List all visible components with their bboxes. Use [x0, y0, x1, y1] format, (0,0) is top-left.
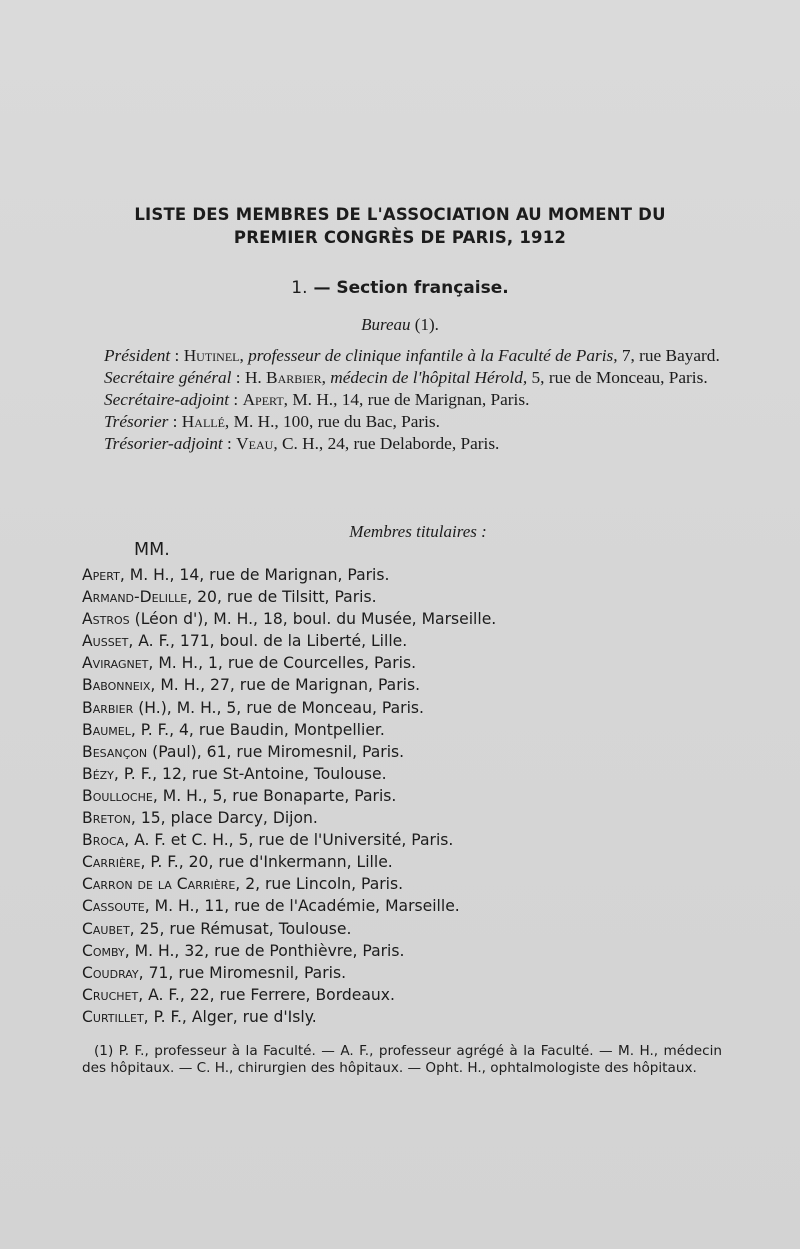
member-name: Baumel,: [82, 720, 136, 739]
member-name: Besançon: [82, 742, 148, 761]
member-entry: [82, 851, 742, 873]
member-details: P. F., 12, rue St-Antoine, Toulouse.: [118, 764, 387, 783]
footnote-text: (1) P. F., professeur à la Faculté. — A. F., professeur agrégé à la Faculté. — M. H., médecin des hôpitaux. — C. H., chirurgien des hôpitaux. — Opht. H., ophtalmologiste des hôpitaux.: [82, 1043, 722, 1076]
member-name: Carrière,: [82, 853, 146, 872]
officer-desc: professeur de clinique infantile à la Faculté de Paris,: [248, 346, 618, 365]
officers-list: [82, 345, 727, 455]
bureau-heading: [0, 315, 800, 335]
member-name: Caubet,: [82, 919, 135, 938]
title-line-1: LISTE DES MEMBRES DE L'ASSOCIATION AU MOMENT DU: [134, 205, 666, 224]
officer-role: Président: [104, 346, 171, 365]
member-name: Breton,: [82, 809, 136, 828]
member-name: Cassoute,: [82, 897, 150, 916]
member-details: M. H., 5, rue Bonaparte, Paris.: [157, 786, 397, 805]
member-details: P. F., Alger, rue d'Isly.: [148, 1007, 317, 1026]
footnote: [82, 1043, 722, 1077]
bureau-footnote-ref: (1).: [414, 315, 439, 334]
titulaires-heading: Membres titulaires :: [349, 522, 487, 541]
member-name: Apert,: [82, 566, 125, 584]
member-details: M. H., 27, rue de Marignan, Paris.: [155, 676, 421, 695]
member-entry: [82, 895, 742, 917]
mm-label: MM.: [134, 540, 170, 560]
officer-entry: Secrétaire-adjoint : Apert, M. H., 14, rue de Marignan, Paris.: [104, 390, 530, 409]
officer-entry: Trésorier-adjoint : Veau, C. H., 24, rue Delaborde, Paris.: [104, 434, 500, 453]
member-details: 20, rue de Tilsitt, Paris.: [192, 588, 377, 607]
member-details: 71, rue Miromesnil, Paris.: [143, 963, 347, 982]
member-entry: [82, 586, 742, 608]
section-heading: [0, 278, 800, 298]
member-name: Ausset,: [82, 632, 134, 651]
member-entry: [82, 962, 742, 984]
member-details: (H.), M. H., 5, rue de Monceau, Paris.: [133, 698, 424, 717]
member-entry: [82, 829, 742, 851]
member-name: Cruchet,: [82, 985, 144, 1004]
member-name: Aviragnet,: [82, 654, 154, 673]
member-name: Armand-Delille,: [82, 588, 193, 607]
member-name: Carron de la Carrière,: [82, 875, 241, 894]
member-name: Bézy,: [82, 764, 119, 783]
member-details: M. H., 1, rue de Courcelles, Paris.: [153, 654, 417, 673]
officer-role: Secrétaire-adjoint: [104, 390, 230, 409]
document-title: [60, 203, 740, 249]
member-details: 2, rue Lincoln, Paris.: [240, 875, 404, 894]
member-details: M. H., 32, rue de Ponthièvre, Paris.: [129, 941, 405, 960]
member-details: (Léon d'), M. H., 18, boul. du Musée, Marseille.: [129, 610, 497, 629]
member-entry: [82, 807, 742, 829]
member-name: Comby,: [82, 941, 130, 960]
member-details: M. H., 11, rue de l'Académie, Marseille.: [149, 897, 460, 916]
member-name: Barbier: [82, 698, 134, 717]
member-details: M. H., 14, rue de Marignan, Paris.: [124, 566, 390, 584]
officer-entry: Trésorier : Hallé, M. H., 100, rue du Bac, Paris.: [104, 412, 440, 431]
bureau-label: Bureau: [361, 315, 411, 334]
officer-address: M. H., 14, rue de Marignan, Paris.: [292, 390, 530, 409]
officer-address: 5, rue de Monceau, Paris.: [531, 368, 708, 387]
officer-name: Veau,: [236, 434, 278, 453]
section-number: 1.: [291, 278, 308, 298]
member-details: P. F., 20, rue d'Inkermann, Lille.: [145, 853, 393, 872]
member-entry: [82, 719, 742, 741]
section-title: — Section française.: [313, 278, 509, 298]
member-entry: [82, 697, 742, 719]
member-entry: [82, 608, 742, 630]
member-entry: [82, 630, 742, 652]
member-entry: [82, 652, 742, 674]
title-line-2: PREMIER CONGRÈS DE PARIS, 1912: [233, 228, 567, 247]
members-list: [82, 564, 742, 1028]
member-entry: [82, 1006, 742, 1028]
member-details: A. F. et C. H., 5, rue de l'Université, Paris.: [129, 831, 454, 850]
member-details: A. F., 22, rue Ferrere, Bordeaux.: [143, 985, 395, 1004]
member-entry: [82, 763, 742, 785]
member-name: Broca,: [82, 831, 130, 850]
officer-address: M. H., 100, rue du Bac, Paris.: [233, 412, 440, 431]
member-details: 25, rue Rémusat, Toulouse.: [134, 919, 352, 938]
officer-name: Hallé,: [181, 412, 230, 431]
member-entry: [82, 741, 742, 763]
officer-name: H. Barbier,: [244, 368, 326, 387]
member-name: Boulloche,: [82, 786, 158, 805]
member-details: P. F., 4, rue Baudin, Montpellier.: [135, 720, 385, 739]
member-entry: [82, 674, 742, 696]
officer-role: Secrétaire général: [104, 368, 232, 387]
officer-address: C. H., 24, rue Delaborde, Paris.: [281, 434, 500, 453]
member-details: A. F., 171, boul. de la Liberté, Lille.: [133, 632, 408, 651]
officer-name: Hutinel,: [183, 346, 244, 365]
officer-name: Apert,: [242, 390, 288, 409]
member-entry: [82, 785, 742, 807]
officer-entry: Président : Hutinel, professeur de clinique infantile à la Faculté de Paris, 7, rue Bayard.: [104, 346, 720, 365]
officer-role: Trésorier-adjoint: [104, 434, 223, 453]
officer-address: 7, rue Bayard.: [621, 346, 720, 365]
member-details: (Paul), 61, rue Miromesnil, Paris.: [147, 742, 405, 761]
officer-desc: médecin de l'hôpital Hérold,: [330, 368, 528, 387]
member-details: 15, place Darcy, Dijon.: [135, 809, 318, 828]
member-entry: [82, 984, 742, 1006]
member-name: Babonneix,: [82, 676, 156, 695]
officer-entry: Secrétaire général : H. Barbier, médecin de l'hôpital Hérold, 5, rue de Monceau, Paris.: [104, 368, 708, 387]
officer-role: Trésorier: [104, 412, 169, 431]
member-name: Astros: [82, 610, 130, 629]
member-entry: [82, 873, 742, 895]
member-name: Curtillet,: [82, 1007, 149, 1026]
member-entry: [82, 564, 742, 586]
member-entry: [82, 940, 742, 962]
member-entry: [82, 918, 742, 940]
member-name: Coudray,: [82, 963, 144, 982]
